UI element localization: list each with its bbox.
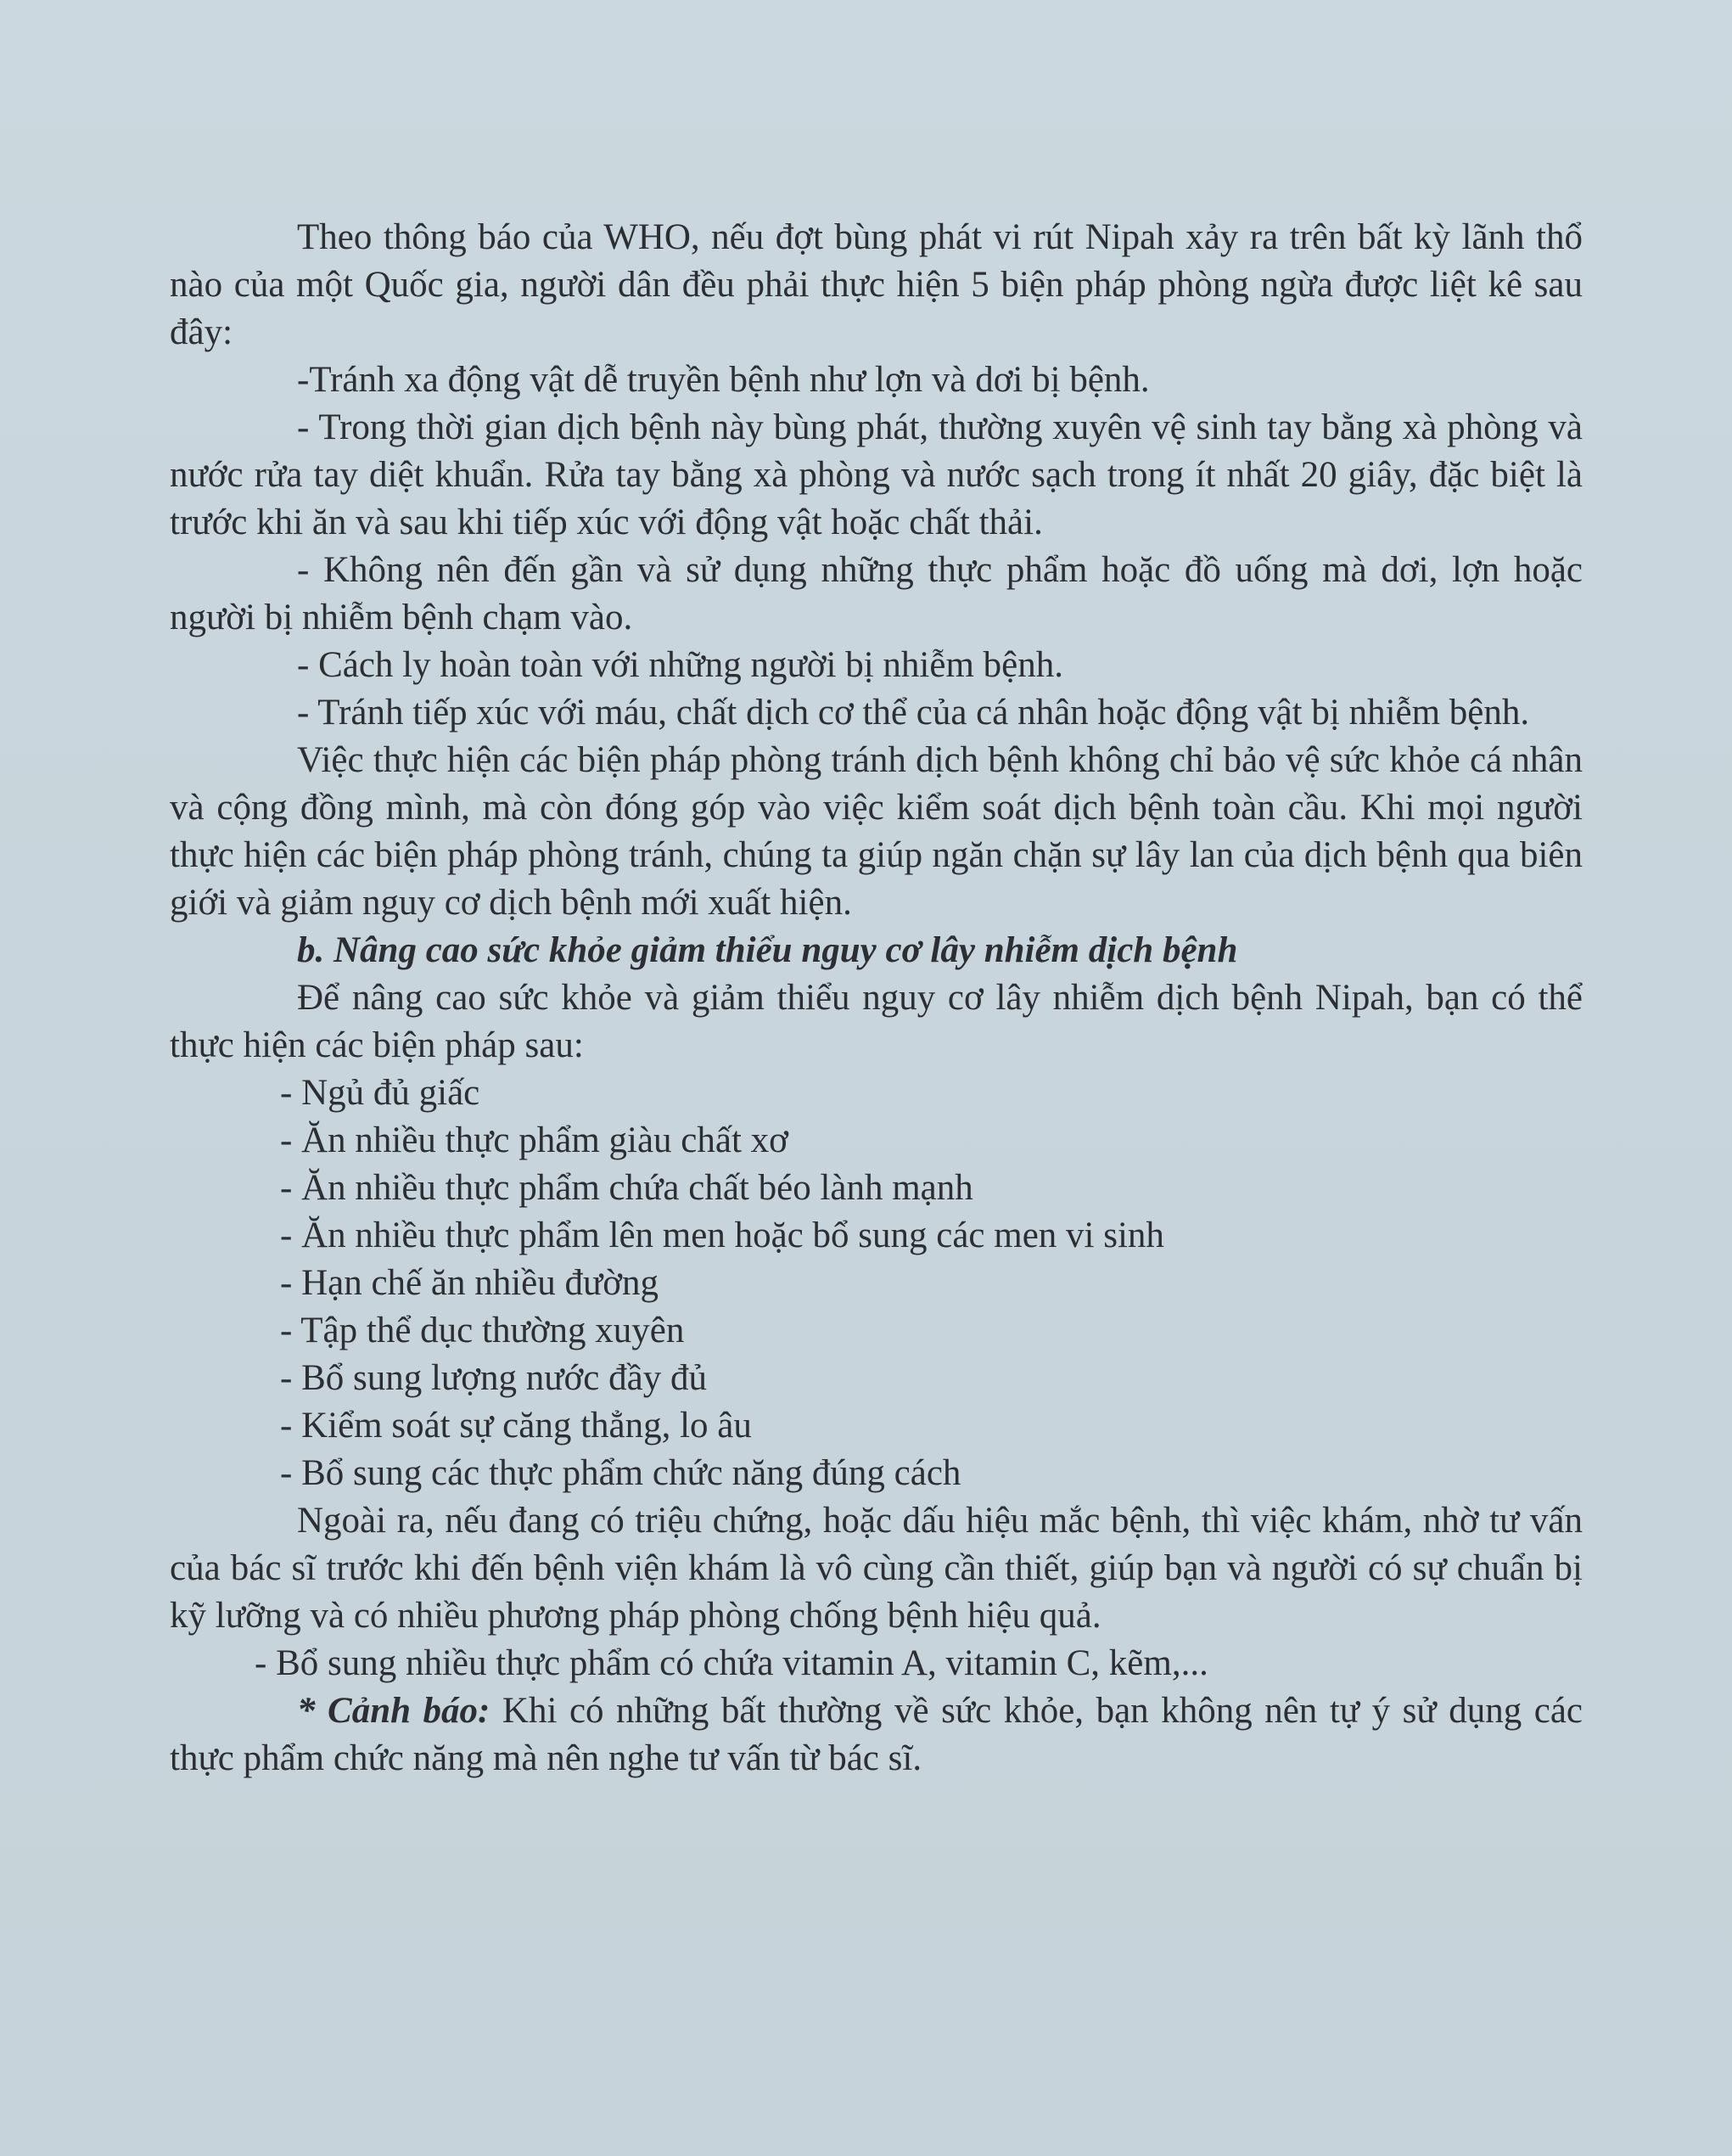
measure-item: - Không nên đến gần và sử dụng những thực phẩm hoặc đồ uống mà dơi, lợn hoặc người bị nhiễm bệnh chạm vào. <box>170 550 1583 637</box>
health-tip-item: - Hạn chế ăn nhiều đường <box>280 1263 659 1303</box>
intro-paragraph: Theo thông báo của WHO, nếu đợt bùng phát vi rút Nipah xảy ra trên bất kỳ lãnh thổ nào của một Quốc gia, người dân đều phải thực hiện 5 biện pháp phòng ngừa được liệt kê sau đây: <box>170 217 1583 352</box>
warning-text: Khi có những bất thường về sức khỏe, bạn không nên tự ý sử dụng các thực phẩm chức năng mà nên nghe tư vấn từ bác sĩ. <box>170 1691 1583 1778</box>
measure-item: - Cách ly hoàn toàn với những người bị nhiễm bệnh. <box>297 645 1063 685</box>
summary-paragraph: Việc thực hiện các biện pháp phòng tránh dịch bệnh không chỉ bảo vệ sức khỏe cá nhân và cộng đồng mình, mà còn đóng góp vào việc kiểm soát dịch bệnh toàn cầu. Khi mọi người thực hiện các biện pháp phòng tránh, chúng ta giúp ngăn chặn sự lây lan của dịch bệnh qua biên giới và giảm nguy cơ dịch bệnh mới xuất hiện. <box>170 740 1583 923</box>
health-tip-item: - Kiểm soát sự căng thẳng, lo âu <box>280 1406 752 1446</box>
measure-item: - Tránh tiếp xúc với máu, chất dịch cơ thể của cá nhân hoặc động vật bị nhiễm bệnh. <box>297 693 1530 733</box>
section-lead: Để nâng cao sức khỏe và giảm thiểu nguy cơ lây nhiễm dịch bệnh Nipah, bạn có thể thực hiện các biện pháp sau: <box>170 978 1583 1065</box>
health-tip-item: - Ăn nhiều thực phẩm chứa chất béo lành mạnh <box>280 1168 973 1208</box>
warning-label: * Cảnh báo: <box>297 1691 490 1731</box>
warning-paragraph <box>170 1687 1583 1783</box>
measure-item: -Tránh xa động vật dễ truyền bệnh như lợn và dơi bị bệnh. <box>297 360 1150 400</box>
health-tip-item: - Bổ sung các thực phẩm chức năng đúng cách <box>280 1453 961 1493</box>
section-heading: b. Nâng cao sức khỏe giảm thiểu nguy cơ lây nhiễm dịch bệnh <box>297 930 1238 970</box>
document-body <box>170 214 1583 1783</box>
advice-paragraph: Ngoài ra, nếu đang có triệu chứng, hoặc dấu hiệu mắc bệnh, thì việc khám, nhờ tư vấn của bác sĩ trước khi đến bệnh viện khám là vô cùng cần thiết, giúp bạn và người có sự chuẩn bị kỹ lưỡng và có nhiều phương pháp phòng chống bệnh hiệu quả. <box>170 1501 1583 1636</box>
health-tip-item: - Ăn nhiều thực phẩm giàu chất xơ <box>280 1120 788 1160</box>
health-tip-item: - Tập thể dục thường xuyên <box>280 1311 685 1350</box>
measure-item: - Trong thời gian dịch bệnh này bùng phát, thường xuyên vệ sinh tay bằng xà phòng và nước rửa tay diệt khuẩn. Rửa tay bằng xà phòng và nước sạch trong ít nhất 20 giây, đặc biệt là trước khi ăn và sau khi tiếp xúc với động vật hoặc chất thải. <box>170 407 1583 542</box>
vitamin-item: - Bổ sung nhiều thực phẩm có chứa vitamin A, vitamin C, kẽm,... <box>255 1643 1208 1683</box>
health-tip-item: - Ngủ đủ giấc <box>280 1073 480 1113</box>
health-tip-item: - Bổ sung lượng nước đầy đủ <box>280 1358 707 1398</box>
health-tip-item: - Ăn nhiều thực phẩm lên men hoặc bổ sung các men vi sinh <box>280 1216 1164 1255</box>
